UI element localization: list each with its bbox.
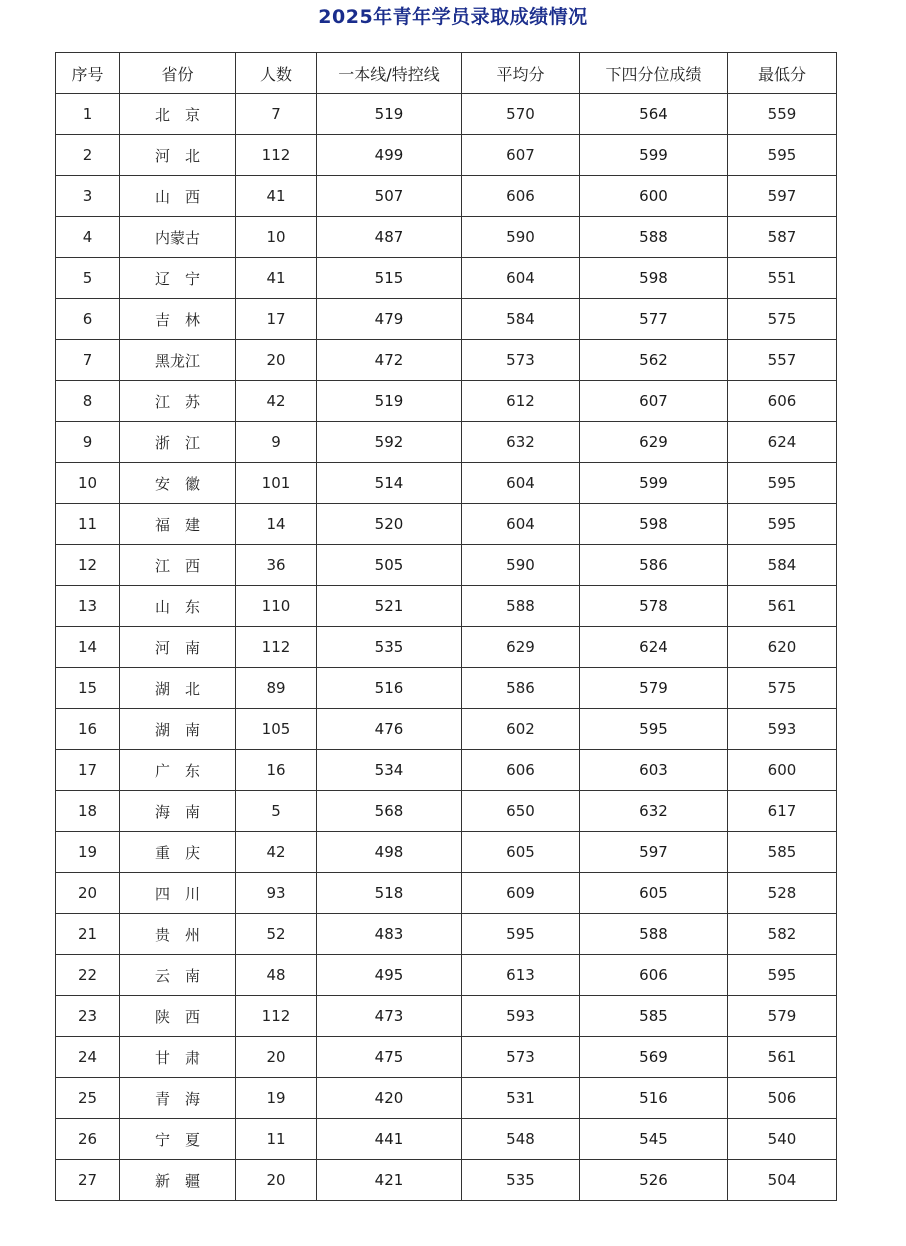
cell-lower-quartile: 595 bbox=[580, 709, 728, 750]
cell-minimum: 540 bbox=[728, 1119, 837, 1160]
table-row bbox=[56, 176, 837, 217]
cell-province: 吉 林 bbox=[120, 299, 236, 340]
cell-average: 609 bbox=[462, 873, 580, 914]
header-average: 平均分 bbox=[462, 53, 580, 94]
cell-province: 新 疆 bbox=[120, 1160, 236, 1201]
cell-index: 25 bbox=[56, 1078, 120, 1119]
cell-index: 12 bbox=[56, 545, 120, 586]
cell-count: 89 bbox=[236, 668, 317, 709]
cell-lower-quartile: 624 bbox=[580, 627, 728, 668]
cell-count: 110 bbox=[236, 586, 317, 627]
cell-cutoff-line: 520 bbox=[317, 504, 462, 545]
cell-count: 20 bbox=[236, 340, 317, 381]
cell-index: 6 bbox=[56, 299, 120, 340]
admission-score-table bbox=[55, 52, 837, 1201]
cell-lower-quartile: 607 bbox=[580, 381, 728, 422]
cell-average: 570 bbox=[462, 94, 580, 135]
cell-index: 8 bbox=[56, 381, 120, 422]
cell-lower-quartile: 599 bbox=[580, 463, 728, 504]
cell-count: 48 bbox=[236, 955, 317, 996]
cell-cutoff-line: 421 bbox=[317, 1160, 462, 1201]
cell-count: 41 bbox=[236, 176, 317, 217]
cell-count: 112 bbox=[236, 135, 317, 176]
cell-average: 595 bbox=[462, 914, 580, 955]
table-row bbox=[56, 914, 837, 955]
cell-index: 2 bbox=[56, 135, 120, 176]
cell-minimum: 593 bbox=[728, 709, 837, 750]
cell-cutoff-line: 505 bbox=[317, 545, 462, 586]
cell-province: 北 京 bbox=[120, 94, 236, 135]
cell-minimum: 585 bbox=[728, 832, 837, 873]
table-row bbox=[56, 217, 837, 258]
cell-minimum: 561 bbox=[728, 586, 837, 627]
cell-count: 105 bbox=[236, 709, 317, 750]
cell-cutoff-line: 507 bbox=[317, 176, 462, 217]
cell-average: 613 bbox=[462, 955, 580, 996]
cell-minimum: 617 bbox=[728, 791, 837, 832]
cell-lower-quartile: 597 bbox=[580, 832, 728, 873]
cell-average: 602 bbox=[462, 709, 580, 750]
cell-average: 632 bbox=[462, 422, 580, 463]
cell-province: 青 海 bbox=[120, 1078, 236, 1119]
cell-province: 河 北 bbox=[120, 135, 236, 176]
cell-average: 584 bbox=[462, 299, 580, 340]
cell-cutoff-line: 519 bbox=[317, 94, 462, 135]
cell-province: 江 苏 bbox=[120, 381, 236, 422]
cell-count: 17 bbox=[236, 299, 317, 340]
cell-province: 安 徽 bbox=[120, 463, 236, 504]
cell-minimum: 582 bbox=[728, 914, 837, 955]
cell-minimum: 575 bbox=[728, 299, 837, 340]
cell-index: 24 bbox=[56, 1037, 120, 1078]
cell-lower-quartile: 516 bbox=[580, 1078, 728, 1119]
cell-index: 5 bbox=[56, 258, 120, 299]
cell-province: 广 东 bbox=[120, 750, 236, 791]
cell-average: 604 bbox=[462, 504, 580, 545]
cell-minimum: 595 bbox=[728, 955, 837, 996]
cell-index: 3 bbox=[56, 176, 120, 217]
table-row bbox=[56, 135, 837, 176]
cell-minimum: 606 bbox=[728, 381, 837, 422]
table-row bbox=[56, 1119, 837, 1160]
cell-index: 20 bbox=[56, 873, 120, 914]
cell-minimum: 504 bbox=[728, 1160, 837, 1201]
cell-cutoff-line: 476 bbox=[317, 709, 462, 750]
header-minimum: 最低分 bbox=[728, 53, 837, 94]
cell-cutoff-line: 535 bbox=[317, 627, 462, 668]
cell-average: 604 bbox=[462, 463, 580, 504]
cell-count: 42 bbox=[236, 381, 317, 422]
table-row bbox=[56, 586, 837, 627]
cell-count: 16 bbox=[236, 750, 317, 791]
cell-province: 山 东 bbox=[120, 586, 236, 627]
cell-average: 607 bbox=[462, 135, 580, 176]
cell-province: 浙 江 bbox=[120, 422, 236, 463]
cell-count: 19 bbox=[236, 1078, 317, 1119]
table-row bbox=[56, 258, 837, 299]
cell-index: 11 bbox=[56, 504, 120, 545]
table-row bbox=[56, 832, 837, 873]
cell-index: 9 bbox=[56, 422, 120, 463]
cell-lower-quartile: 629 bbox=[580, 422, 728, 463]
cell-count: 112 bbox=[236, 996, 317, 1037]
cell-cutoff-line: 515 bbox=[317, 258, 462, 299]
cell-index: 23 bbox=[56, 996, 120, 1037]
table-row bbox=[56, 94, 837, 135]
cell-lower-quartile: 579 bbox=[580, 668, 728, 709]
cell-index: 26 bbox=[56, 1119, 120, 1160]
cell-average: 605 bbox=[462, 832, 580, 873]
cell-lower-quartile: 598 bbox=[580, 504, 728, 545]
cell-minimum: 624 bbox=[728, 422, 837, 463]
cell-cutoff-line: 514 bbox=[317, 463, 462, 504]
cell-minimum: 595 bbox=[728, 463, 837, 504]
cell-average: 650 bbox=[462, 791, 580, 832]
cell-average: 548 bbox=[462, 1119, 580, 1160]
cell-index: 10 bbox=[56, 463, 120, 504]
cell-cutoff-line: 568 bbox=[317, 791, 462, 832]
cell-average: 573 bbox=[462, 1037, 580, 1078]
header-row bbox=[56, 53, 837, 94]
cell-count: 11 bbox=[236, 1119, 317, 1160]
cell-index: 17 bbox=[56, 750, 120, 791]
cell-lower-quartile: 588 bbox=[580, 217, 728, 258]
table-row bbox=[56, 791, 837, 832]
table-row bbox=[56, 955, 837, 996]
header-index: 序号 bbox=[56, 53, 120, 94]
cell-average: 612 bbox=[462, 381, 580, 422]
cell-count: 14 bbox=[236, 504, 317, 545]
cell-lower-quartile: 577 bbox=[580, 299, 728, 340]
cell-province: 河 南 bbox=[120, 627, 236, 668]
table-row bbox=[56, 299, 837, 340]
cell-lower-quartile: 603 bbox=[580, 750, 728, 791]
cell-count: 52 bbox=[236, 914, 317, 955]
cell-minimum: 587 bbox=[728, 217, 837, 258]
cell-index: 19 bbox=[56, 832, 120, 873]
cell-province: 宁 夏 bbox=[120, 1119, 236, 1160]
cell-average: 606 bbox=[462, 176, 580, 217]
cell-minimum: 584 bbox=[728, 545, 837, 586]
cell-index: 16 bbox=[56, 709, 120, 750]
table-row bbox=[56, 1037, 837, 1078]
table-row bbox=[56, 504, 837, 545]
cell-lower-quartile: 600 bbox=[580, 176, 728, 217]
cell-province: 湖 南 bbox=[120, 709, 236, 750]
cell-cutoff-line: 518 bbox=[317, 873, 462, 914]
cell-province: 江 西 bbox=[120, 545, 236, 586]
cell-minimum: 597 bbox=[728, 176, 837, 217]
header-province: 省份 bbox=[120, 53, 236, 94]
cell-cutoff-line: 483 bbox=[317, 914, 462, 955]
cell-province: 内蒙古 bbox=[120, 217, 236, 258]
cell-province: 黑龙江 bbox=[120, 340, 236, 381]
table-row bbox=[56, 422, 837, 463]
cell-average: 531 bbox=[462, 1078, 580, 1119]
cell-province: 重 庆 bbox=[120, 832, 236, 873]
cell-lower-quartile: 562 bbox=[580, 340, 728, 381]
cell-cutoff-line: 441 bbox=[317, 1119, 462, 1160]
header-count: 人数 bbox=[236, 53, 317, 94]
cell-province: 福 建 bbox=[120, 504, 236, 545]
cell-cutoff-line: 487 bbox=[317, 217, 462, 258]
cell-lower-quartile: 564 bbox=[580, 94, 728, 135]
cell-province: 海 南 bbox=[120, 791, 236, 832]
cell-minimum: 595 bbox=[728, 135, 837, 176]
cell-minimum: 561 bbox=[728, 1037, 837, 1078]
cell-count: 5 bbox=[236, 791, 317, 832]
cell-cutoff-line: 473 bbox=[317, 996, 462, 1037]
cell-average: 590 bbox=[462, 545, 580, 586]
cell-minimum: 595 bbox=[728, 504, 837, 545]
cell-province: 辽 宁 bbox=[120, 258, 236, 299]
cell-minimum: 579 bbox=[728, 996, 837, 1037]
cell-index: 15 bbox=[56, 668, 120, 709]
cell-lower-quartile: 632 bbox=[580, 791, 728, 832]
cell-average: 535 bbox=[462, 1160, 580, 1201]
cell-count: 9 bbox=[236, 422, 317, 463]
table-row bbox=[56, 627, 837, 668]
cell-index: 7 bbox=[56, 340, 120, 381]
cell-count: 93 bbox=[236, 873, 317, 914]
table-row bbox=[56, 381, 837, 422]
table-row bbox=[56, 668, 837, 709]
cell-province: 贵 州 bbox=[120, 914, 236, 955]
cell-average: 573 bbox=[462, 340, 580, 381]
cell-count: 41 bbox=[236, 258, 317, 299]
cell-lower-quartile: 598 bbox=[580, 258, 728, 299]
cell-cutoff-line: 498 bbox=[317, 832, 462, 873]
cell-minimum: 620 bbox=[728, 627, 837, 668]
cell-lower-quartile: 569 bbox=[580, 1037, 728, 1078]
cell-lower-quartile: 605 bbox=[580, 873, 728, 914]
table-row bbox=[56, 545, 837, 586]
cell-index: 4 bbox=[56, 217, 120, 258]
table-row bbox=[56, 750, 837, 791]
cell-lower-quartile: 588 bbox=[580, 914, 728, 955]
cell-cutoff-line: 519 bbox=[317, 381, 462, 422]
header-cutoff-line: 一本线/特控线 bbox=[317, 53, 462, 94]
cell-index: 1 bbox=[56, 94, 120, 135]
cell-average: 604 bbox=[462, 258, 580, 299]
cell-index: 22 bbox=[56, 955, 120, 996]
cell-lower-quartile: 585 bbox=[580, 996, 728, 1037]
cell-province: 陕 西 bbox=[120, 996, 236, 1037]
cell-average: 590 bbox=[462, 217, 580, 258]
cell-minimum: 600 bbox=[728, 750, 837, 791]
cell-count: 36 bbox=[236, 545, 317, 586]
cell-index: 18 bbox=[56, 791, 120, 832]
cell-lower-quartile: 545 bbox=[580, 1119, 728, 1160]
cell-minimum: 551 bbox=[728, 258, 837, 299]
table-row bbox=[56, 1160, 837, 1201]
cell-cutoff-line: 592 bbox=[317, 422, 462, 463]
cell-province: 湖 北 bbox=[120, 668, 236, 709]
header-lower-quartile: 下四分位成绩 bbox=[580, 53, 728, 94]
cell-cutoff-line: 495 bbox=[317, 955, 462, 996]
table-row bbox=[56, 463, 837, 504]
cell-cutoff-line: 521 bbox=[317, 586, 462, 627]
cell-count: 42 bbox=[236, 832, 317, 873]
cell-count: 10 bbox=[236, 217, 317, 258]
table-body bbox=[56, 94, 837, 1201]
table-row bbox=[56, 340, 837, 381]
page-title: 2025年青年学员录取成绩情况 bbox=[318, 6, 588, 28]
cell-province: 云 南 bbox=[120, 955, 236, 996]
cell-lower-quartile: 526 bbox=[580, 1160, 728, 1201]
table-row bbox=[56, 709, 837, 750]
cell-index: 13 bbox=[56, 586, 120, 627]
cell-average: 629 bbox=[462, 627, 580, 668]
cell-province: 山 西 bbox=[120, 176, 236, 217]
table-header bbox=[56, 53, 837, 94]
table-row bbox=[56, 996, 837, 1037]
cell-lower-quartile: 599 bbox=[580, 135, 728, 176]
cell-cutoff-line: 479 bbox=[317, 299, 462, 340]
cell-index: 14 bbox=[56, 627, 120, 668]
cell-province: 甘 肃 bbox=[120, 1037, 236, 1078]
cell-cutoff-line: 420 bbox=[317, 1078, 462, 1119]
cell-minimum: 559 bbox=[728, 94, 837, 135]
cell-index: 27 bbox=[56, 1160, 120, 1201]
cell-province: 四 川 bbox=[120, 873, 236, 914]
cell-count: 101 bbox=[236, 463, 317, 504]
cell-cutoff-line: 472 bbox=[317, 340, 462, 381]
cell-average: 586 bbox=[462, 668, 580, 709]
cell-minimum: 557 bbox=[728, 340, 837, 381]
cell-count: 20 bbox=[236, 1160, 317, 1201]
cell-count: 20 bbox=[236, 1037, 317, 1078]
cell-average: 606 bbox=[462, 750, 580, 791]
cell-cutoff-line: 534 bbox=[317, 750, 462, 791]
cell-lower-quartile: 606 bbox=[580, 955, 728, 996]
cell-average: 588 bbox=[462, 586, 580, 627]
cell-minimum: 506 bbox=[728, 1078, 837, 1119]
table-row bbox=[56, 873, 837, 914]
cell-count: 7 bbox=[236, 94, 317, 135]
cell-cutoff-line: 475 bbox=[317, 1037, 462, 1078]
cell-index: 21 bbox=[56, 914, 120, 955]
cell-count: 112 bbox=[236, 627, 317, 668]
cell-lower-quartile: 586 bbox=[580, 545, 728, 586]
table-row bbox=[56, 1078, 837, 1119]
cell-minimum: 528 bbox=[728, 873, 837, 914]
cell-cutoff-line: 516 bbox=[317, 668, 462, 709]
cell-cutoff-line: 499 bbox=[317, 135, 462, 176]
cell-lower-quartile: 578 bbox=[580, 586, 728, 627]
cell-minimum: 575 bbox=[728, 668, 837, 709]
cell-average: 593 bbox=[462, 996, 580, 1037]
